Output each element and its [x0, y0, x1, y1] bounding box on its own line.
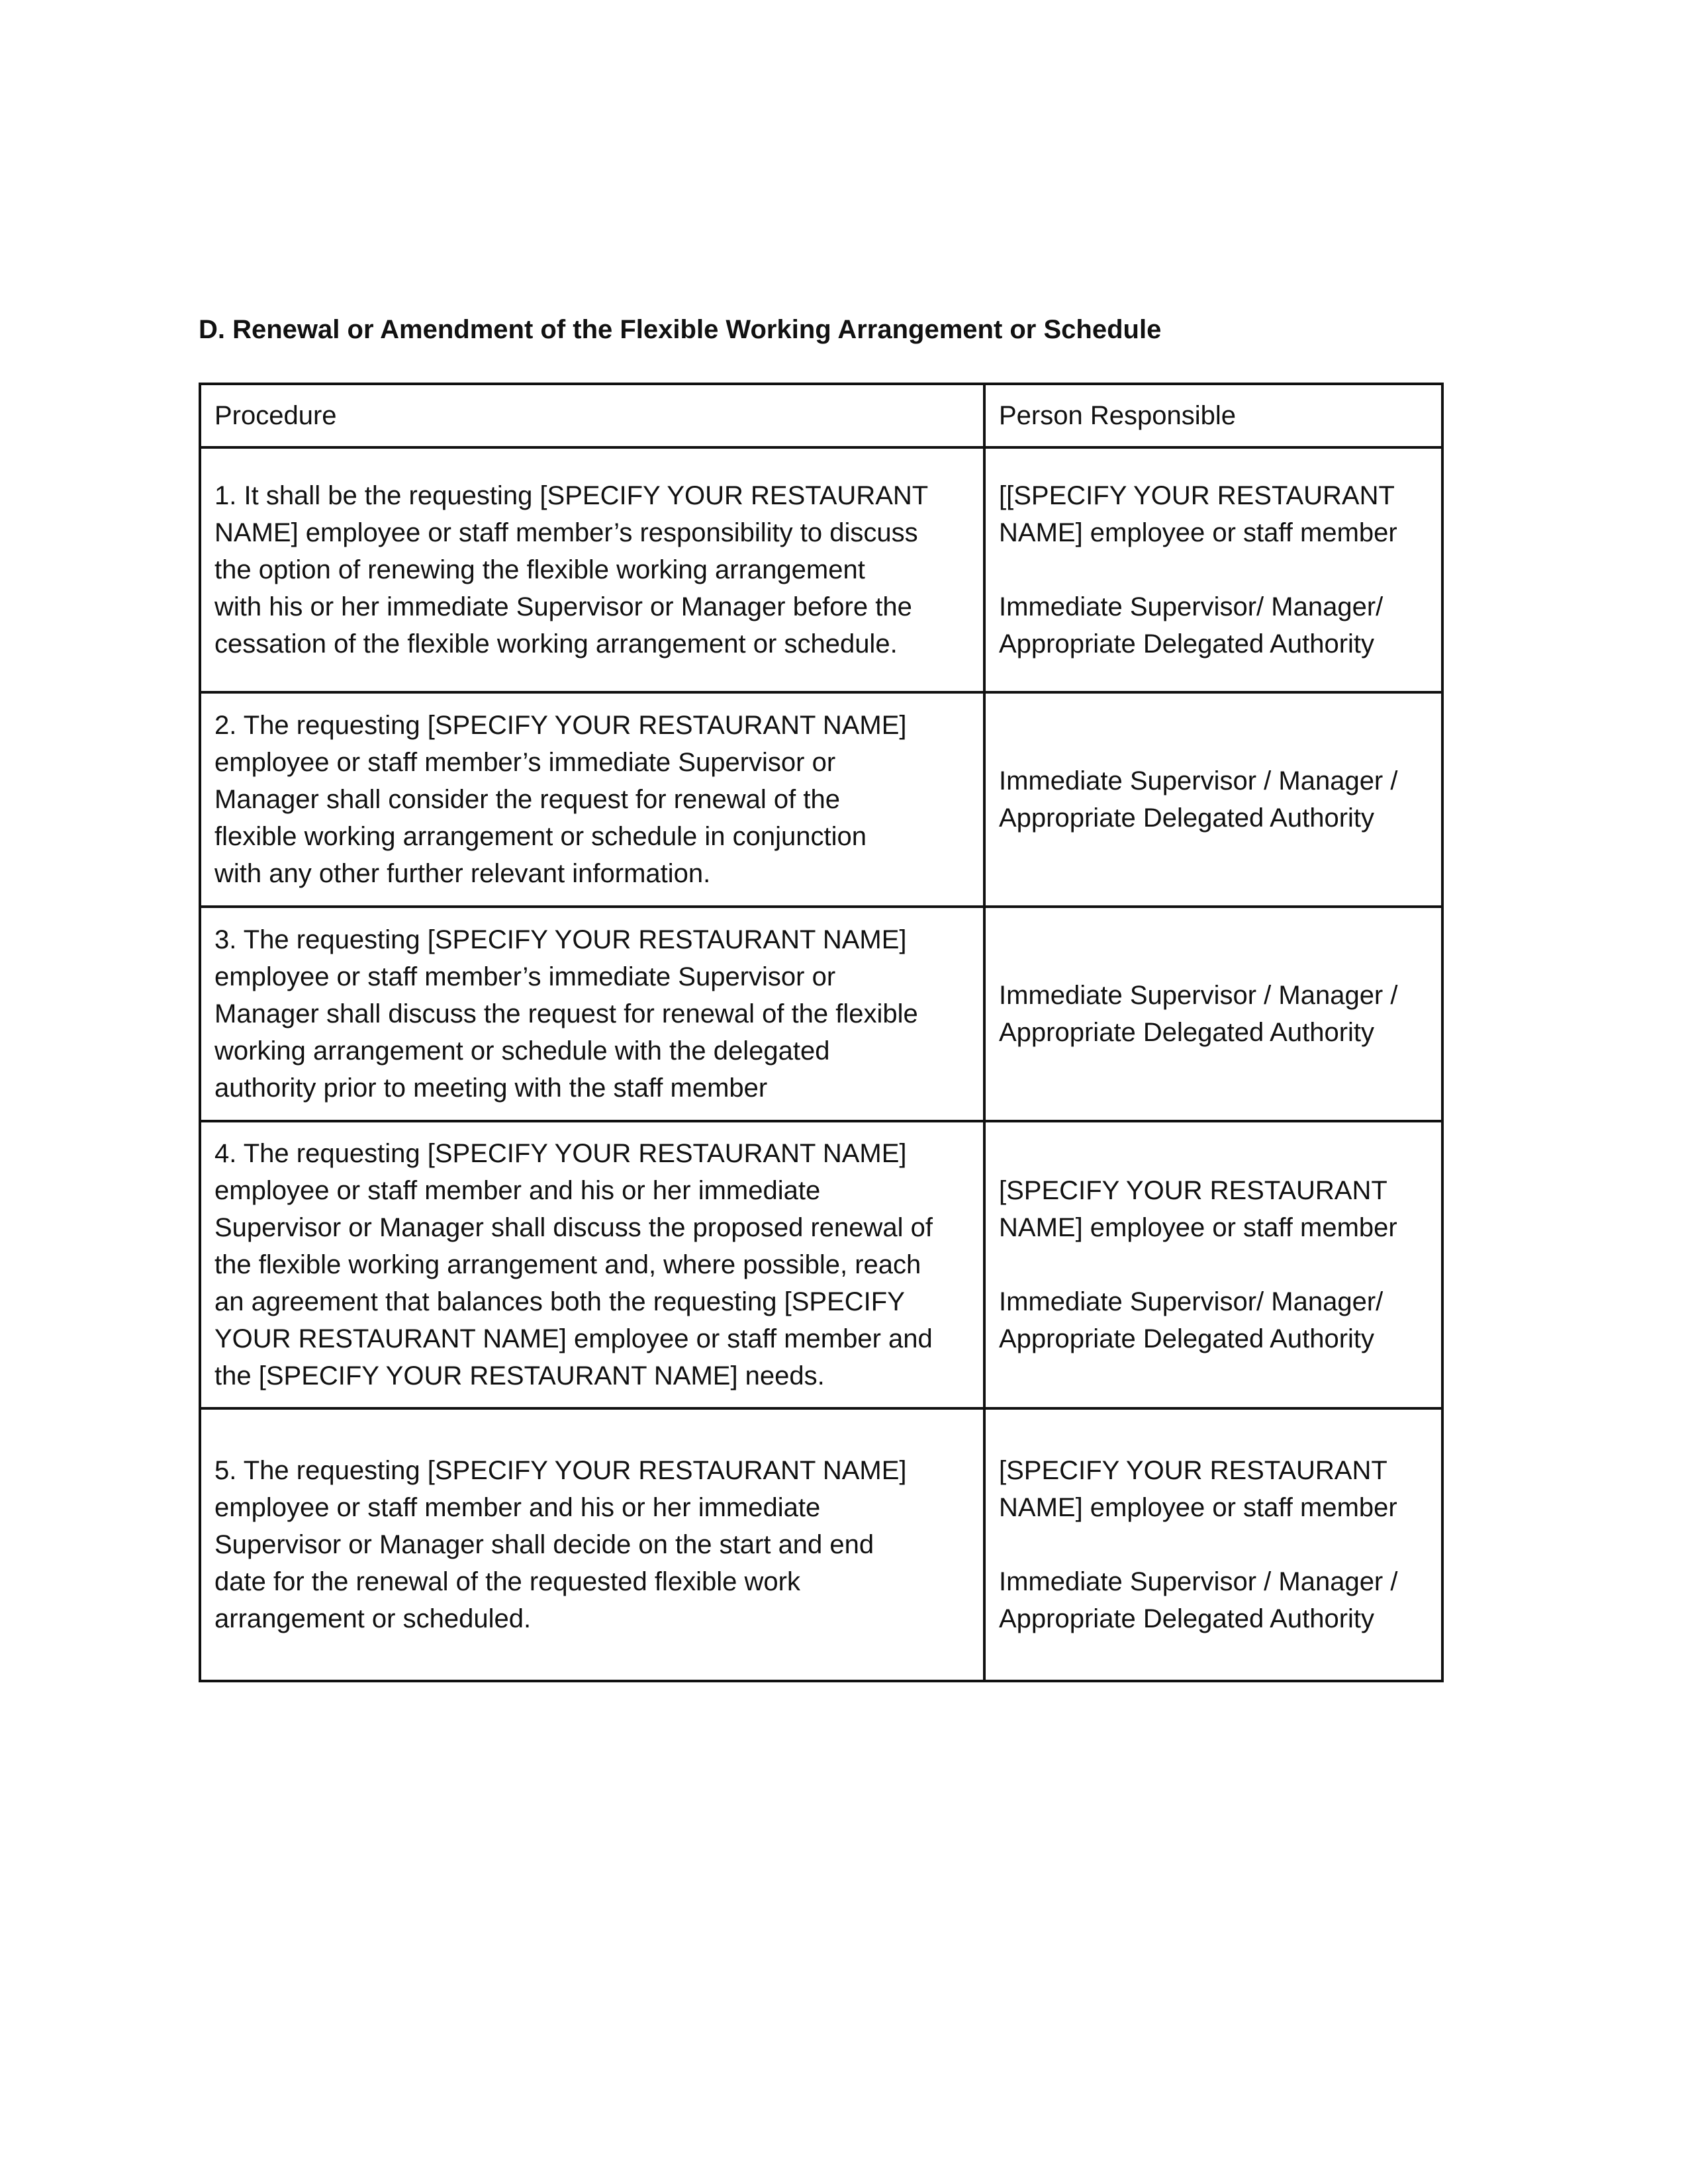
- table-row: [200, 1408, 1442, 1681]
- procedure-cell: 5. The requesting [SPECIFY YOUR RESTAURANT NAME] employee or staff member and his or her immediate Supervisor or Manager shall decide on the start and end date for the renewal of the requested flexible work arrangement or scheduled.: [200, 1408, 984, 1681]
- column-header-person-responsible: Person Responsible: [984, 384, 1442, 447]
- table-header-row: [200, 384, 1442, 447]
- table-row: [200, 447, 1442, 692]
- person-responsible-cell: Immediate Supervisor / Manager / Appropriate Delegated Authority: [984, 907, 1442, 1121]
- procedure-cell: 1. It shall be the requesting [SPECIFY YOUR RESTAURANT NAME] employee or staff member’s responsibility to discuss the option of renewing the flexible working arrangement with his or her immediate Supervisor or Manager before the cessation of the flexible working arrangement or schedule.: [200, 447, 984, 692]
- table-row: [200, 1121, 1442, 1408]
- procedure-table: [199, 383, 1444, 1682]
- column-header-procedure: Procedure: [200, 384, 984, 447]
- person-responsible-cell: [SPECIFY YOUR RESTAURANT NAME] employee or staff member Immediate Supervisor/ Manager/ Appropriate Delegated Authority: [984, 1121, 1442, 1408]
- procedure-cell: 2. The requesting [SPECIFY YOUR RESTAURANT NAME] employee or staff member’s immediate Supervisor or Manager shall consider the request for renewal of the flexible working arrangement or schedule in conjunction with any other further relevant information.: [200, 692, 984, 907]
- table-row: [200, 907, 1442, 1121]
- person-responsible-cell: Immediate Supervisor / Manager / Appropriate Delegated Authority: [984, 692, 1442, 907]
- section-title: D. Renewal or Amendment of the Flexible Working Arrangement or Schedule: [199, 315, 1162, 344]
- procedure-cell: 4. The requesting [SPECIFY YOUR RESTAURANT NAME] employee or staff member and his or her immediate Supervisor or Manager shall discuss the proposed renewal of the flexible working arrangement and, where possible, reach an agreement that balances both the requesting [SPECIFY YOUR RESTAURANT NAME] employee or staff member and the [SPECIFY YOUR RESTAURANT NAME] needs.: [200, 1121, 984, 1408]
- person-responsible-cell: [SPECIFY YOUR RESTAURANT NAME] employee or staff member Immediate Supervisor / Manager / Appropriate Delegated Authority: [984, 1408, 1442, 1681]
- procedure-cell: 3. The requesting [SPECIFY YOUR RESTAURANT NAME] employee or staff member’s immediate Supervisor or Manager shall discuss the request for renewal of the flexible working arrangement or schedule with the delegated authority prior to meeting with the staff member: [200, 907, 984, 1121]
- person-responsible-cell: [[SPECIFY YOUR RESTAURANT NAME] employee or staff member Immediate Supervisor/ Manager/ Appropriate Delegated Authority: [984, 447, 1442, 692]
- table-row: [200, 692, 1442, 907]
